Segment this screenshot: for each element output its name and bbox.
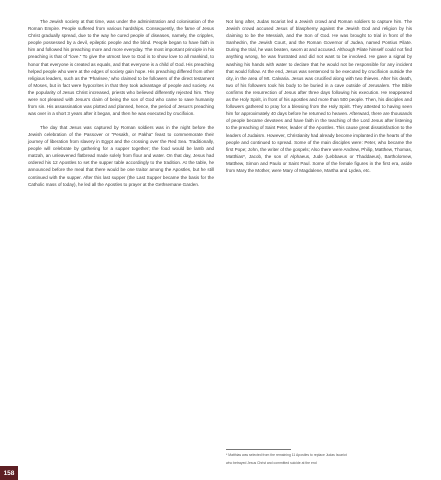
- footnote: * Matthias was selected from the remaining 11 Apostles to replace Judas Iscariot who betrayed Jesus Christ and committed suicide at the end: [226, 453, 347, 465]
- body-paragraph: The Jewish society at that time, was under the administration and colonisation of the Roman Empire. People suffered from various hardships. Consequently, the fame of Jesus Christ gradually spread, due to the way he cured people of diseases, namely, the cripples, people possessed by a devil, epileptic people and the blind. People began to have faith in him and followed his preaching more and more everyday. The most important principle in his preaching is that of “love.” To give the utmost love to God is to show love to all mankind, to honor that everyone is created as equals, and that everyone is a child of God. His preaching helped people who were at the edges of society gain hope. His preaching differed from other religious leaders, such as the ‘Pharisee,’ who claimed to be followers of the direct testament of Moses, but in fact were hypocrites in that they took advantage of people and society. As the popularity of Jesus Christ increased, priests who believed differently rejected him. They were not pleased with Jesus’s claim of being the son of God who came to save humanity from sin. His assassination was plotted and planned, hence, the period of Jesus’s preaching was over in a short 3 years after it began, and then he was executed by crucifixion.: [28, 19, 214, 117]
- left-column: [28, 18, 214, 194]
- body-paragraph: The day that Jesus was captured by Roman soldiers was in the night before the Jewish celebration of the Passover or “Pesakh, or Pakha” feast to commemorate their journey of liberation from slavery in Egypt and the crossing over the Red Sea. Traditionally, people will celebrate by gathering for a supper together; the food would be lamb and matzah, an unleavened flatbread made solely from flour and water. On that day, Jesus had ordered his 12 Apostles to set the supper table accordingly to the tradition. At the table, he announced before the meal that there would be one traitor among the Apostles, but he still continued with the supper. After this last supper (the Last Supper became the basis for the Catholic mass of today), he led all the Apostles to prayer at the Gethsemane Garden.: [28, 124, 214, 187]
- page-number-label: 158: [3, 469, 15, 477]
- body-paragraph: Not long after, Judas Iscariot led a Jewish crowd and Roman soldiers to capture him. The Jewish crowd accused Jesus of blasphemy against the Jewish God and religion by his claiming to be the Messiah, and the Son of God. He was brought to trial in front of the Sanhedrin, the Jewish Court, and the Roman Governor of Judea, named Pontius Pilate. During the trial, he was beaten, sworn at and accused. Although Pilate himself could not find anything wrong, he was frustrated and did not want to be involved. He gave a signal by washing his hands with water to declare that he would not be responsible for any incident that would follow. At the end, Jesus was sentenced to be executed by crucifixion outside the city, in the area of Mt. Calvaria. Jesus was crucified along with two thieves. After his death, two of his followers took his body to be buried in a cave outside of Jerusalem. The Bible confirms the resurrection of Jesus after three days following his execution. He reappeared as the Holy Spirit, in front of his apostles and more than 500 people. Then, his disciples and followers gathered to pray for a blessing from the Holy Spirit. They attested to having seen him for approximately 40 days before he returned to heaven. Afterward, there are thousands of people became devotees and have faith in the teaching of the Lord Jesus after listening to the preaching of Saint Peter, leader of the Apostles. This cause great dissatisfaction to the leaders of Judaism. However, Christianity had already become implanted in the hearts of the people and continued to spread. Some of the main disciples were: Peter, who became the first Pope; John, the writer of the gospels; Also there were Andrew, Philip, Matthew, Thomas, Matthias*, Jacob, the son of Alphaeus, Jude (Lebbaeus or Thaddaeus), Bartholomew, Matthew, Simon and Paulo or Saint Paul. Some of the female figures in the first era, aside from Mary the Mother, were Mary of Magdalene, Martha and Lydea, etc.: [226, 19, 412, 173]
- page-number: [0, 466, 18, 480]
- footnote-divider: [226, 449, 291, 450]
- right-column: [226, 18, 412, 181]
